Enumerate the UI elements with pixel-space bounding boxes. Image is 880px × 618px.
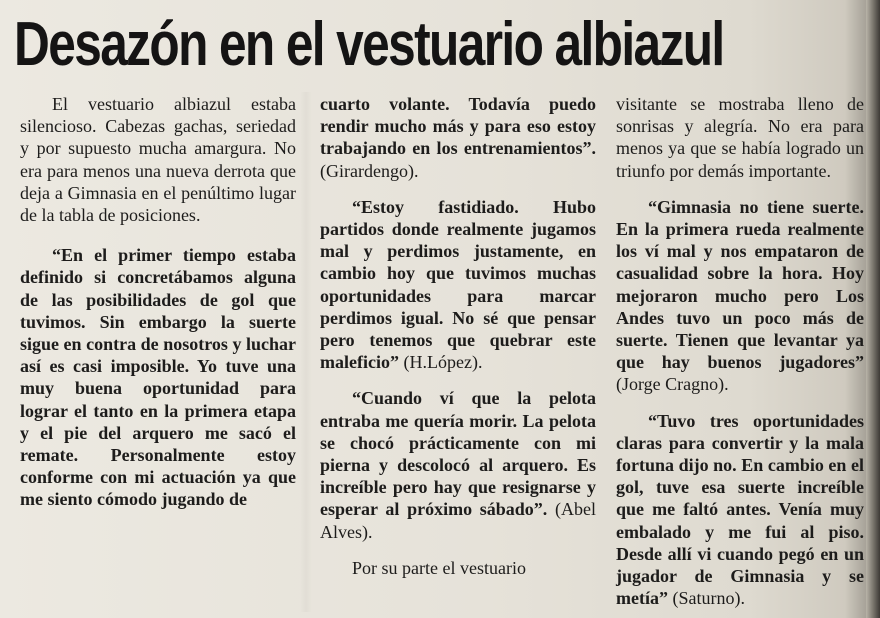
quote-paragraph-saturno	[616, 410, 864, 610]
quote-attribution: (H.López).	[398, 352, 483, 373]
quote-text: “Estoy fastidiado. Hubo partidos donde realmente jugamos mal y perdimos justamente, en cambio hoy que tuvimos muchas oportunidades para marcar perdimos igual. No sé que pensar pero tenemos que quebrar este maleficio”	[320, 196, 596, 373]
quote-attribution: (Jorge Cragno).	[616, 374, 729, 395]
article-column-3	[616, 93, 864, 609]
quote-paragraph-girardengo: “En el primer tiempo estaba definido si concretábamos alguna de las posibilidades de gol que tuvimos. Sin embargo la suerte sigue en contra de nosotros y luchar así es casi imposible. Yo tuve una muy buena oportunidad para lograr el tanto en la primera etapa y el pie del arquero me sacó el remate. Personalmente estoy conforme con mi actuación ya que me siento cómodo jugando de	[20, 245, 296, 510]
quote-paragraph-lopez	[320, 196, 596, 374]
quote-text: “Cuando ví que la pelota entraba me quería morir. La pelota se chocó prácticamente con mi pierna y descolocó al arquero. Es increíble pero hay que resignarse y esperar al próximo sábado”.	[320, 388, 596, 520]
quote-paragraph-alves	[320, 387, 596, 542]
quote-attribution: (Abel Alves).	[320, 499, 597, 542]
quote-paragraph-girardengo-cont	[320, 93, 596, 182]
article-column-1	[20, 93, 296, 511]
page-fold-edge	[866, 0, 880, 618]
quote-paragraph-cragno	[616, 196, 864, 396]
closing-paragraph: Por su parte el vestuario	[352, 557, 526, 578]
quote-text: cuarto volante. Todavía puedo rendir mucho más y para eso estoy trabajando en los entrenamientos”.	[320, 94, 596, 159]
intro-paragraph: El vestuario albiazul estaba silencioso. Cabezas gachas, seriedad y por supuesto mucha amargura. No era para menos una nueva derrota que deja a Gimnasia en el penúltimo lugar de la tabla de posiciones.	[20, 94, 296, 226]
headline: Desazón en el vestuario albiazul	[14, 10, 724, 79]
column-gutter	[300, 92, 312, 612]
quote-text: “Gimnasia no tiene suerte. En la primera rueda realmente los ví mal y nos empataron de casualidad sobre la hora. Hoy mejoraron mucho pero Los Andes tuvo un poco más de suerte. Tienen que levantar ya que hay buenos jugadores”	[616, 196, 864, 373]
quote-attribution: (Saturno).	[667, 588, 745, 609]
visitors-paragraph: visitante se mostraba lleno de sonrisas y alegría. No era para menos ya que se había logrado un triunfo por demás importante.	[616, 94, 864, 181]
quote-text: “Tuvo tres oportunidades claras para convertir y la mala fortuna dijo no. En cambio en el gol, tuve esa suerte increíble que me faltó antes. Venía muy embalado y me fui al piso. Desde allí vi cuando pegó en un jugador de Gimnasia y se metía”	[616, 410, 864, 609]
quote-attribution: (Girardengo).	[320, 160, 419, 181]
article-column-2	[320, 93, 596, 579]
